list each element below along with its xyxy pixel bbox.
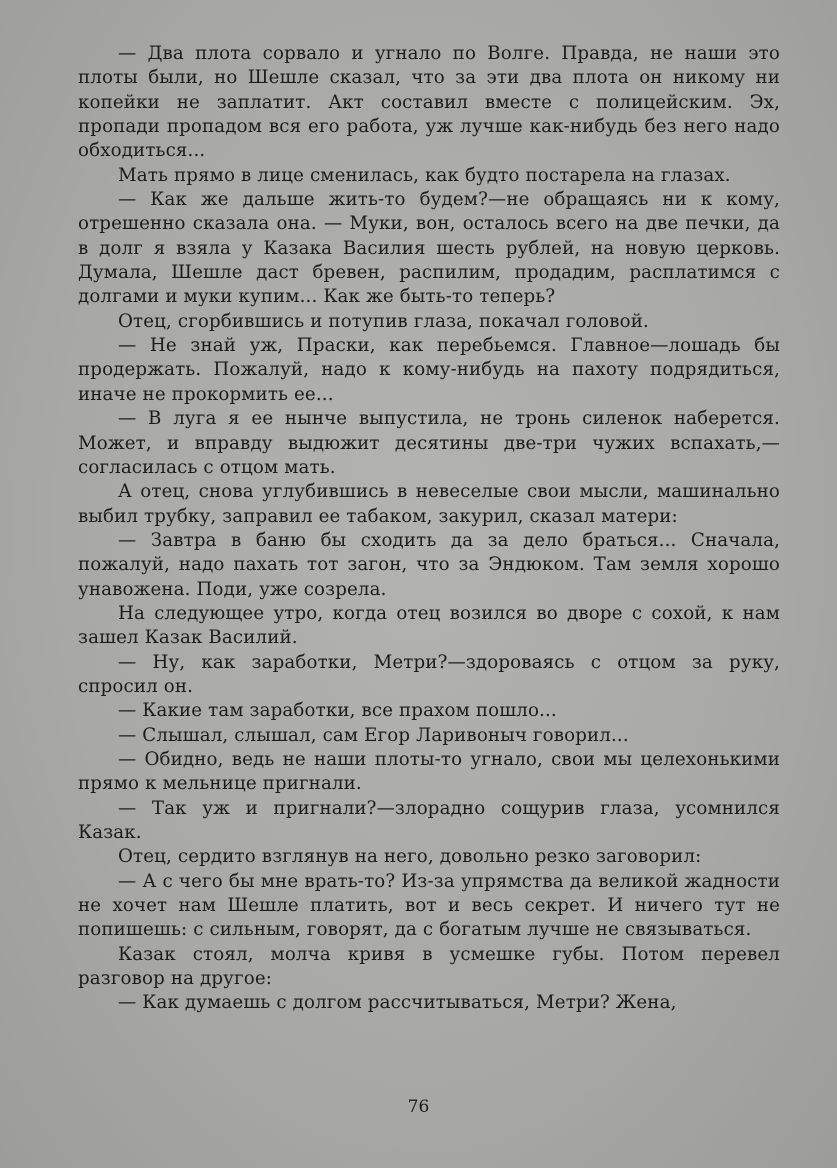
paragraph: — Слышал, слышал, сам Егор Ларивоныч говорил... — [118, 724, 629, 746]
paragraph: На следующее утро, когда отец возился во дворе с сохой, к нам зашел Казак Василий. — [78, 602, 780, 649]
paragraph: — Как думаешь с долгом рассчитываться, Метри? Жена, — [118, 992, 677, 1014]
paragraph: Отец, сгорбившись и потупив глаза, покачал головой. — [118, 310, 649, 332]
paragraph: — Какие там заработки, все прахом пошло... — [118, 700, 557, 722]
paragraph: — Так уж и пригнали?—злорадно сощурив глаза, усомнился Казак. — [78, 797, 780, 843]
paragraph: А отец, снова углубившись в невеселые свои мысли, машинально выбил трубку, заправил ее табаком, закурил, сказал матери: — [78, 481, 780, 527]
paragraph: — Завтра в баню бы сходить да за дело браться... Сначала, пожалуй, надо пахать тот загон, что за Эндюком. Там земля хорошо унавожена. Поди, уже созрела. — [78, 529, 780, 600]
paragraph: — А с чего бы мне врать-то? Из-за упрямства да великой жадности не хочет нам Шешле платить, вот и весь секрет. И ничего тут не попишешь: с сильным, говорят, да с богатым лучше не связываться. — [78, 870, 780, 941]
paragraph: — В луга я ее нынче выпустила, не тронь силенок наберется. Может, и вправду выдюжит десятины две-три чужих вспахать,— согласилась с отцом мать. — [78, 408, 780, 478]
paragraph: — Обидно, ведь не наши плоты-то угнало, свои мы целехонькими прямо к мельнице пригнали. — [78, 748, 780, 795]
paragraph: Отец, сердито взглянув на него, довольно резко заговорил: — [118, 846, 702, 868]
paragraph: Мать прямо в лице сменилась, как будто постарела на глазах. — [118, 164, 731, 186]
paragraph: — Не знай уж, Праски, как перебьемся. Главное—лошадь бы продержать. Пожалуй, надо к кому-нибудь на пахоту подрядиться, иначе не прокормить ее... — [78, 335, 780, 405]
paragraph: — Как же дальше жить-то будем?—не обращаясь ни к кому, отрешенно сказала она. — Муки, вон, осталось всего на две печки, да в долг я взяла у Казака Василия шесть рублей, на новую церковь. Думала, Шешле даст бревен, распилим, продадим, расплатимся с долгами и муки купим... Как же быть-то теперь? — [78, 189, 780, 308]
page-number: 76 — [407, 1097, 430, 1117]
paragraph: — Ну, как заработки, Метри?—здороваясь с отцом за руку, спросил он. — [78, 651, 780, 697]
page-body-text — [78, 42, 780, 1016]
paragraph: Казак стоял, молча кривя в усмешке губы. Потом перевел разговор на другое: — [78, 943, 780, 990]
paragraph: — Два плота сорвало и угнало по Волге. Правда, не наши это плоты были, но Шешле сказал, что за эти два плота он никому ни копейки не заплатит. Акт составил вместе с полицейским. Эх, пропади пропадом вся его работа, уж лучше как-нибудь без него надо обходиться... — [78, 43, 780, 162]
